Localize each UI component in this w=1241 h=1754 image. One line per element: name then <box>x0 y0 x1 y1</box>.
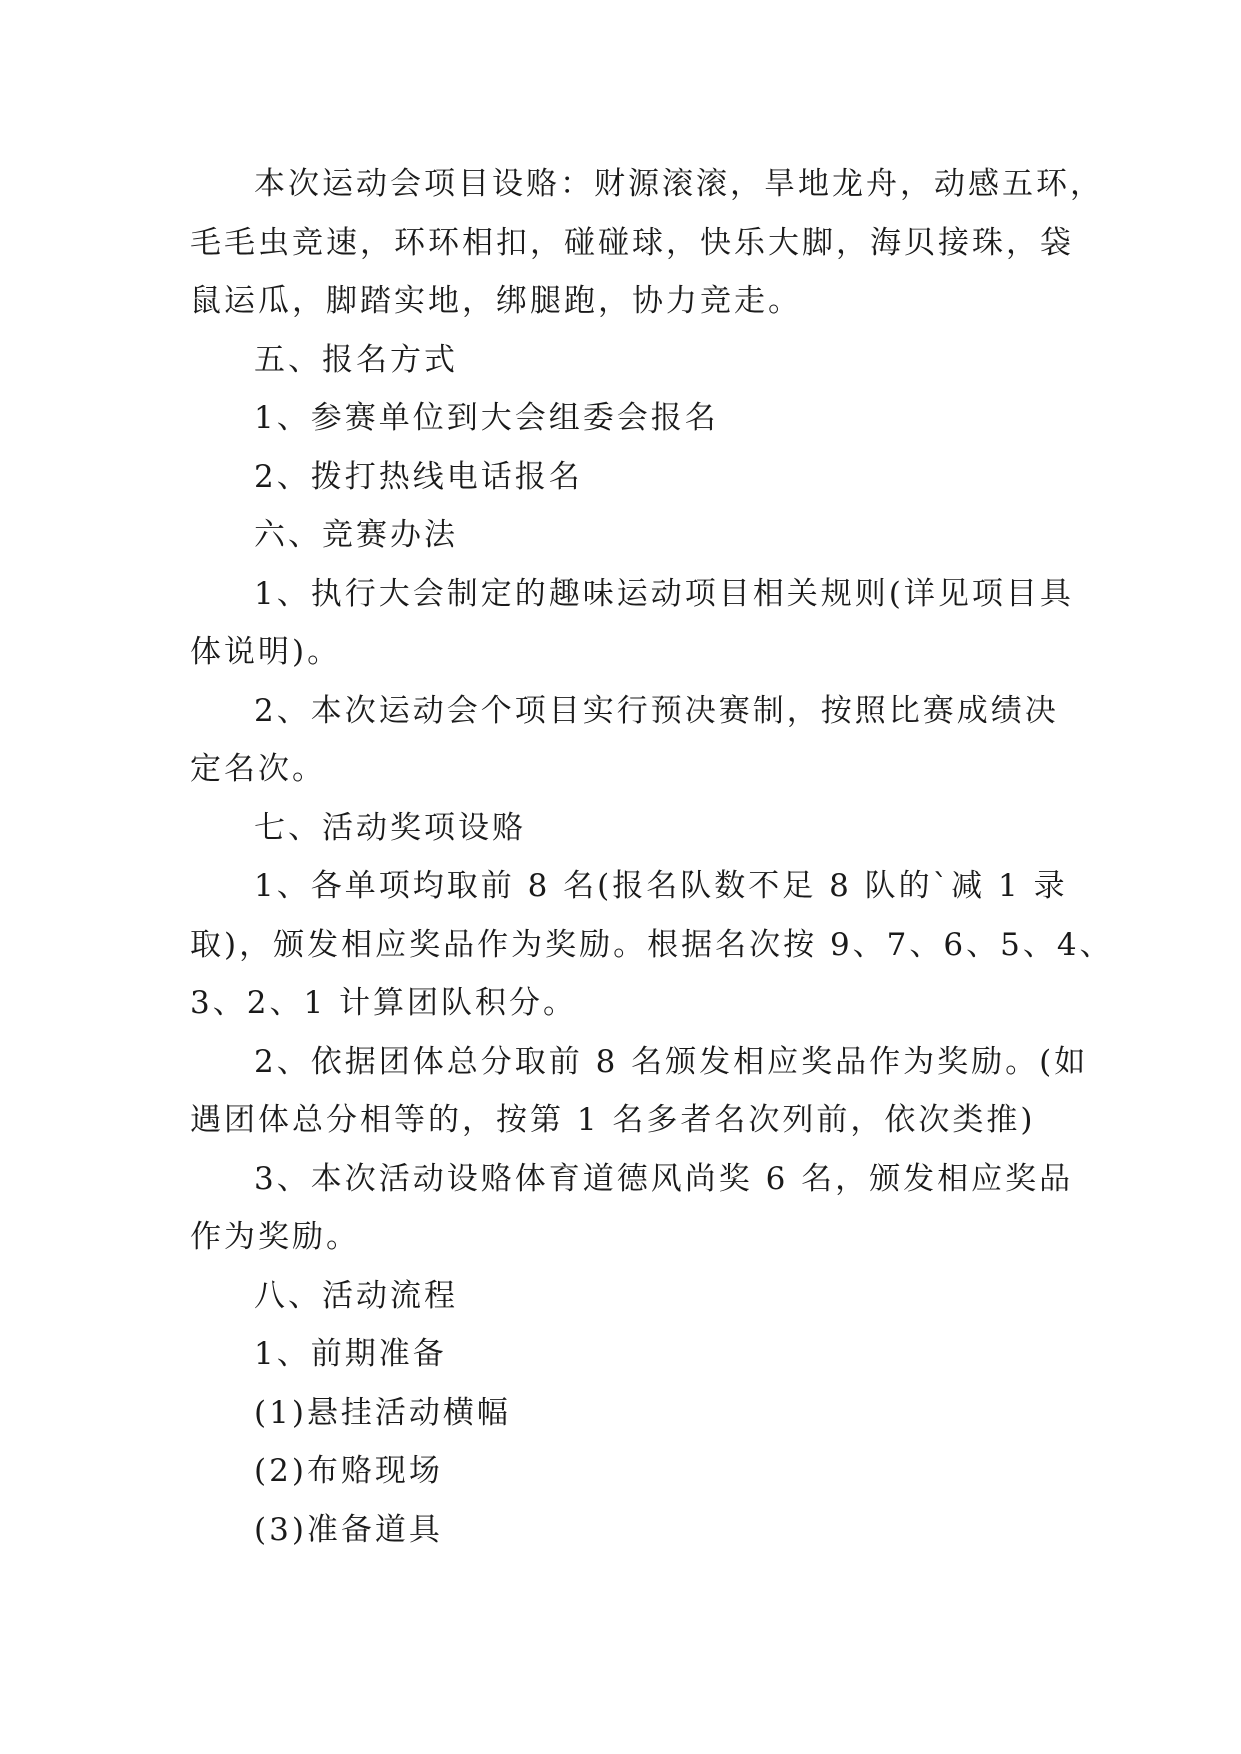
text-line: 1、各单项均取前 8 名(报名队数不足 8 队的`减 1 录 <box>254 868 1068 904</box>
text-line: (2)布赂现场 <box>254 1453 443 1489</box>
text-line: 七、活动奖项设赂 <box>254 809 526 846</box>
text-line: 3、本次活动设赂体育道德风尚奖 6 名，颁发相应奖品 <box>254 1160 1074 1197</box>
text-line: 六、竞赛办法 <box>254 517 458 553</box>
text-line: 2、拨打热线电话报名 <box>254 458 583 495</box>
text-line: 2、本次运动会个项目实行预决赛制，按照比赛成绩决 <box>254 692 1059 729</box>
text-line: 作为奖励。 <box>190 1219 360 1255</box>
text-line: 本次运动会项目设赂：财源滚滚，旱地龙舟，动感五环， <box>254 166 1104 202</box>
text-line: 2、依据团体总分取前 8 名颁发相应奖品作为奖励。(如 <box>254 1043 1089 1080</box>
text-line: 1、参赛单位到大会组委会报名 <box>254 400 719 436</box>
text-line: 鼠运瓜，脚踏实地，绑腿跑，协力竞走。 <box>190 283 802 319</box>
document-body <box>190 155 1114 1559</box>
text-line: 1、执行大会制定的趣味运动项目相关规则(详见项目具 <box>254 575 1074 612</box>
text-line: 八、活动流程 <box>254 1277 458 1314</box>
text-line: 毛毛虫竞速，环环相扣，碰碰球，快乐大脚，海贝接珠，袋 <box>190 224 1074 261</box>
text-line: 取)，颁发相应奖品作为奖励。根据名次按 9、7、6、5、4、 <box>190 926 1114 963</box>
text-line: 定名次。 <box>190 751 326 787</box>
text-line: 体说明)。 <box>190 634 342 670</box>
text-line: 五、报名方式 <box>254 341 458 378</box>
text-line: 遇团体总分相等的，按第 1 名多者名次列前，依次类推) <box>190 1102 1036 1138</box>
text-line: (1)悬挂活动横幅 <box>254 1394 511 1431</box>
text-line: (3)准备道具 <box>254 1511 443 1548</box>
text-line: 3、2、1 计算团队积分。 <box>190 985 578 1021</box>
text-line: 1、前期准备 <box>254 1336 447 1372</box>
